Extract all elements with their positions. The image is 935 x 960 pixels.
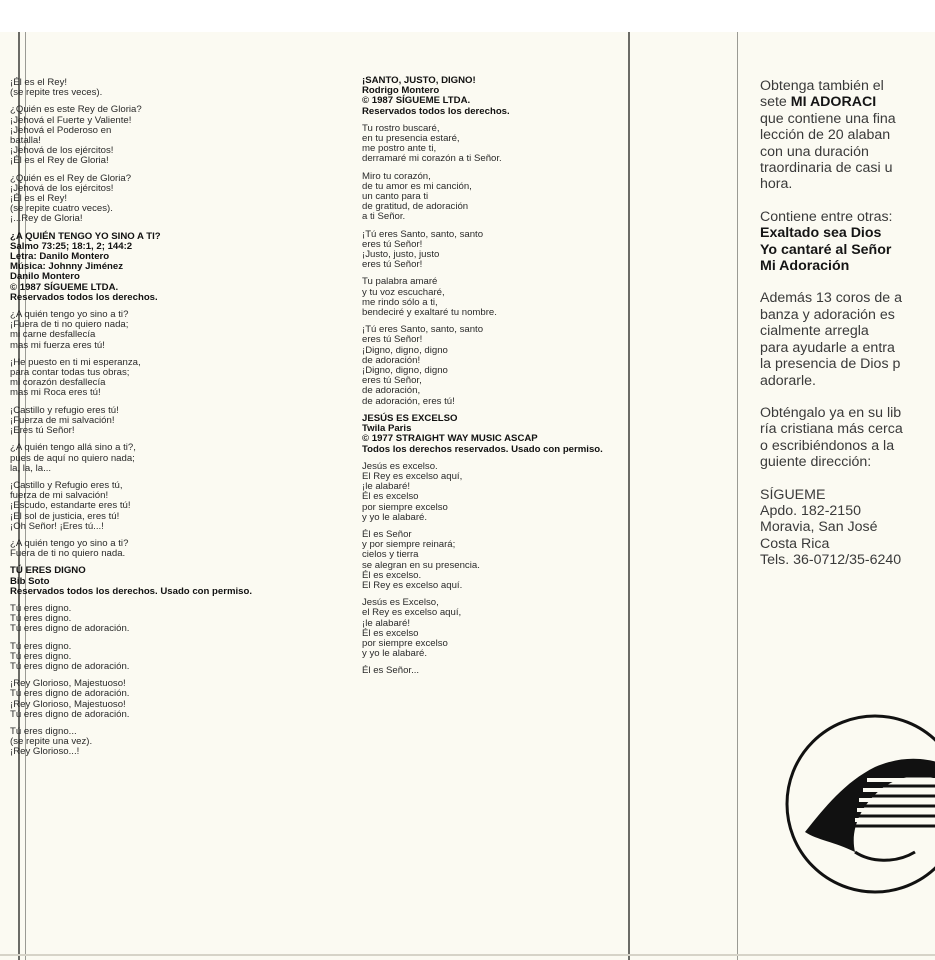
stanza bbox=[10, 443, 310, 474]
lyric-line: ¿A quién tengo allá sino a ti?, bbox=[10, 442, 136, 454]
lyric-line: Él es Señor... bbox=[362, 665, 420, 677]
promo-line bbox=[760, 94, 935, 110]
promo-line: Además 13 coros de a bbox=[760, 290, 902, 307]
stanza bbox=[10, 358, 310, 399]
lyric-line: Tú eres digno. bbox=[10, 602, 72, 614]
lyric-line: ¡Jehová de los ejércitos! bbox=[10, 145, 114, 157]
promo-block bbox=[760, 405, 935, 471]
lyrics-panel-left bbox=[10, 78, 310, 765]
lyric-line: eres tú Señor, bbox=[362, 375, 422, 387]
lyric-line: eres tú Señor! bbox=[362, 238, 423, 250]
song-credit-line: Reservados todos los derechos. bbox=[10, 291, 158, 303]
lyric-line: mi corazón desfallecía bbox=[10, 377, 106, 389]
lyric-line: ¿A quién tengo yo sino a ti? bbox=[10, 309, 129, 321]
lyric-line: Tú eres digno de adoración. bbox=[10, 708, 130, 720]
song-credit-line: © 1987 SÍGUEME LTDA. bbox=[362, 95, 471, 107]
lyric-line: ¿A quién tengo yo sino a ti? bbox=[10, 537, 129, 549]
lyric-line: Jesús es Excelso, bbox=[362, 597, 439, 609]
promo-block bbox=[760, 78, 935, 193]
lyric-line: me postro ante ti, bbox=[362, 143, 437, 155]
stanza bbox=[10, 727, 310, 758]
promo-line: Obtenga también el bbox=[760, 78, 884, 94]
lyric-line: de adoración, bbox=[362, 385, 421, 397]
featured-song-title: Yo cantaré al Señor bbox=[760, 241, 892, 258]
promo-line: Costa Rica bbox=[760, 535, 830, 552]
lyric-line: ¡Fuera de ti no quiero nada; bbox=[10, 319, 129, 331]
promo-line: que contiene una fina bbox=[760, 110, 896, 127]
lyric-line: ¡Él es el Rey de Gloria! bbox=[10, 155, 109, 167]
song-credit-line: Bib Soto bbox=[10, 575, 50, 587]
lyric-line: ¡Él es el Rey! bbox=[10, 77, 68, 88]
stanza bbox=[362, 414, 662, 455]
stanza bbox=[10, 232, 310, 303]
lyric-line: ¡le alabaré! bbox=[362, 481, 410, 493]
lyric-line: y yo le alabaré. bbox=[362, 511, 428, 523]
promo-line: Apdo. 182-2150 bbox=[760, 502, 861, 519]
stanza bbox=[10, 679, 310, 720]
lyric-line: pues de aquí no quiero nada; bbox=[10, 452, 135, 464]
fold-line-right bbox=[737, 32, 738, 960]
lyric-line: y tu voz escucharé, bbox=[362, 286, 445, 298]
stanza bbox=[10, 481, 310, 532]
lyric-line: bendeciré y exaltaré tu nombre. bbox=[362, 307, 497, 319]
lyric-line: ¡Justo, justo, justo bbox=[362, 249, 440, 261]
dove-piano-keys-icon bbox=[775, 712, 935, 897]
promo-line: traordinaria de casi u bbox=[760, 160, 893, 177]
promo-line: o escribiéndonos a la bbox=[760, 437, 895, 454]
promo-line: la presencia de Dios p bbox=[760, 356, 901, 373]
lyric-line: me rindo sólo a ti, bbox=[362, 296, 438, 308]
lyric-line: en tu presencia estaré, bbox=[362, 133, 460, 145]
song-credit-line: © 1987 SÍGUEME LTDA. bbox=[10, 281, 119, 293]
lyric-line: Tú eres digno de adoración. bbox=[10, 623, 130, 635]
lyric-line: por siempre excelso bbox=[362, 637, 448, 649]
lyric-line: ¡Tú eres Santo, santo, santo bbox=[362, 324, 484, 336]
lyric-line: ¡Jehová el Poderoso en bbox=[10, 124, 112, 136]
lyric-line: fuerza de mi salvación! bbox=[10, 490, 109, 502]
promo-line: Contiene entre otras: bbox=[760, 208, 893, 225]
promo-line: adorarle. bbox=[760, 372, 816, 389]
lyric-line: mas mi fuerza eres tú! bbox=[10, 339, 105, 351]
stanza bbox=[362, 598, 662, 659]
song-credit-line: Danilo Montero bbox=[10, 271, 80, 283]
lyric-line: y por siempre reinará; bbox=[362, 539, 456, 551]
lyric-line: ¡Tú eres Santo, santo, santo bbox=[362, 228, 484, 240]
promo-line: SÍGUEME bbox=[760, 486, 826, 503]
lyric-line: eres tú Señor! bbox=[362, 334, 423, 346]
lyric-line: ¡El sol de justicia, eres tú! bbox=[10, 510, 120, 522]
cassette-title: MI ADORACI bbox=[790, 94, 877, 111]
lyric-line: Tú eres digno. bbox=[10, 650, 72, 662]
lyric-line: ¡Jehová el Fuerte y Valiente! bbox=[10, 114, 132, 126]
lyric-line: ¿Quién es el Rey de Gloria? bbox=[10, 172, 132, 184]
stanza bbox=[362, 76, 662, 117]
lyric-line: ¡Rey Glorioso, Majestuoso! bbox=[10, 678, 126, 690]
promo-line: ría cristiana más cerca bbox=[760, 421, 903, 438]
lyric-line: derramaré mi corazón a ti Señor. bbox=[362, 153, 502, 165]
stanza bbox=[10, 105, 310, 166]
song-credit-line: ¿A QUIÉN TENGO YO SINO A TI? bbox=[10, 230, 161, 242]
lyric-line: ¡He puesto en ti mi esperanza, bbox=[10, 356, 141, 368]
song-credit-line: Twila Paris bbox=[362, 423, 412, 435]
lyric-line: ¡Castillo y Refugio eres tú, bbox=[10, 479, 123, 491]
sheet-bottom-edge bbox=[0, 954, 935, 956]
lyric-line: batalla! bbox=[10, 135, 41, 147]
lyric-line: ¡Digno, digno, digno bbox=[362, 344, 448, 356]
song-credit-line: Reservados todos los derechos. bbox=[362, 105, 510, 117]
stanza bbox=[362, 277, 662, 318]
song-credit-line: Rodrigo Montero bbox=[362, 85, 440, 97]
stanza bbox=[10, 642, 310, 673]
promo-block bbox=[760, 209, 935, 275]
song-credit-line: © 1977 STRAIGHT WAY MUSIC ASCAP bbox=[362, 433, 538, 445]
lyric-line: Fuera de ti no quiero nada. bbox=[10, 548, 126, 560]
lyric-line: (se repite tres veces). bbox=[10, 87, 103, 99]
lyric-line: y yo le alabaré. bbox=[362, 648, 428, 660]
lyric-line: (se repite una vez). bbox=[10, 736, 93, 748]
lyric-line: Tú eres digno... bbox=[10, 725, 77, 737]
lyric-line: Él es excelso bbox=[362, 491, 419, 503]
lyric-line: El Rey es excelso aquí, bbox=[362, 470, 463, 482]
stanza bbox=[10, 78, 310, 98]
stanza bbox=[362, 124, 662, 165]
lyric-line: la, la, la... bbox=[10, 462, 52, 474]
stanza bbox=[362, 462, 662, 523]
promo-line: Obténgalo ya en su lib bbox=[760, 404, 902, 421]
promo-line: Moravia, San José bbox=[760, 519, 878, 536]
lyric-line: Tú eres digno de adoración. bbox=[10, 688, 130, 700]
song-credit-line: Reservados todos los derechos. Usado con permiso. bbox=[10, 585, 253, 597]
lyric-line: Jesús es excelso. bbox=[362, 460, 438, 472]
lyric-line: eres tú Señor! bbox=[362, 259, 423, 271]
promo-block bbox=[760, 487, 935, 569]
lyric-line: ¡Escudo, estandarte eres tú! bbox=[10, 500, 131, 512]
lyric-line: Tu rostro buscaré, bbox=[362, 122, 440, 134]
promo-panel bbox=[760, 78, 935, 585]
stanza bbox=[10, 604, 310, 635]
lyric-line: ¡Digno, digno, digno bbox=[362, 365, 448, 377]
promo-line: con una duración bbox=[760, 143, 869, 160]
promo-line: Tels. 36-0712/35-6240 bbox=[760, 552, 902, 569]
promo-line: lección de 20 alaban bbox=[760, 127, 891, 144]
lyric-line: cielos y tierra bbox=[362, 549, 419, 561]
stanza bbox=[362, 230, 662, 271]
promo-line-part: sete bbox=[760, 94, 791, 111]
lyric-line: ¡Él es el Rey! bbox=[10, 193, 68, 205]
featured-song-title: Mi Adoración bbox=[760, 258, 850, 275]
lyric-line: ¡Oh Señor! ¡Eres tú...! bbox=[10, 520, 104, 532]
lyrics-panel-middle bbox=[362, 76, 662, 684]
song-credit-line: TÚ ERES DIGNO bbox=[10, 565, 86, 577]
promo-line: banza y adoración es bbox=[760, 306, 895, 323]
lyric-line: para contar todas tus obras; bbox=[10, 367, 130, 379]
lyric-line: ¡...Rey de Gloria! bbox=[10, 213, 83, 225]
lyric-line: de adoración! bbox=[362, 354, 421, 366]
lyric-line: Él es excelso bbox=[362, 627, 419, 639]
lyric-line: Miro tu corazón, bbox=[362, 170, 431, 182]
lyric-line: Él es Señor bbox=[362, 528, 412, 540]
lyric-line: Tu palabra amaré bbox=[362, 276, 438, 288]
lyric-line: ¡Castillo y refugio eres tú! bbox=[10, 404, 119, 416]
lyric-line: Tú eres digno. bbox=[10, 613, 72, 625]
lyric-line: ¡Rey Glorioso, Majestuoso! bbox=[10, 698, 126, 710]
stanza bbox=[10, 566, 310, 597]
lyric-line: mas mi Roca eres tú! bbox=[10, 387, 101, 399]
lyric-line: ¡le alabaré! bbox=[362, 617, 410, 629]
stanza bbox=[362, 172, 662, 223]
song-credit-line: JESÚS ES EXCELSO bbox=[362, 412, 458, 424]
song-credit-line: Música: Johnny Jiménez bbox=[10, 261, 124, 273]
lyric-line: ¡Jehová de los ejércitos! bbox=[10, 182, 114, 194]
lyric-line: Tú eres digno de adoración. bbox=[10, 660, 130, 672]
stanza bbox=[362, 666, 662, 676]
stanza bbox=[10, 310, 310, 351]
stanza bbox=[10, 174, 310, 225]
lyric-line: ¡Eres tú Señor! bbox=[10, 425, 75, 437]
featured-song-title: Exaltado sea Dios bbox=[760, 225, 882, 242]
promo-line: cialmente arregla bbox=[760, 323, 869, 340]
lyric-line: ¡Rey Glorioso...! bbox=[10, 746, 80, 758]
stanza bbox=[10, 539, 310, 559]
lyric-line: por siempre excelso bbox=[362, 501, 448, 513]
lyric-line: (se repite cuatro veces). bbox=[10, 203, 113, 215]
lyric-line: de gratitud, de adoración bbox=[362, 201, 469, 213]
lyric-line: mi carne desfallecía bbox=[10, 329, 96, 341]
lyric-line: Él es excelso. bbox=[362, 569, 422, 581]
lyric-line: Tú eres digno. bbox=[10, 640, 72, 652]
song-credit-line: Todos los derechos reservados. Usado con permiso. bbox=[362, 443, 603, 455]
stanza bbox=[362, 325, 662, 407]
lyric-line: se alegran en su presencia. bbox=[362, 559, 480, 571]
promo-line: guiente dirección: bbox=[760, 454, 872, 471]
stanza bbox=[362, 530, 662, 591]
lyric-line: un canto para ti bbox=[362, 191, 429, 203]
stanza bbox=[10, 406, 310, 437]
lyric-line: de adoración, eres tú! bbox=[362, 395, 455, 407]
promo-line: para ayudarle a entra bbox=[760, 339, 895, 356]
lyric-line: el Rey es excelso aquí, bbox=[362, 607, 462, 619]
lyric-line: ¡Fuerza de mi salvación! bbox=[10, 414, 115, 426]
song-credit-line: Letra: Danilo Montero bbox=[10, 251, 110, 263]
lyric-line: de tu amor es mi canción, bbox=[362, 180, 472, 192]
song-credit-line: ¡SANTO, JUSTO, DIGNO! bbox=[362, 75, 476, 86]
lyric-line: El Rey es excelso aquí. bbox=[362, 579, 463, 591]
promo-line: hora. bbox=[760, 176, 793, 193]
promo-block bbox=[760, 290, 935, 388]
lyric-line: a ti Señor. bbox=[362, 211, 406, 223]
song-credit-line: Salmo 73:25; 18:1, 2; 144:2 bbox=[10, 240, 133, 252]
lyric-line: ¿Quién es este Rey de Gloria? bbox=[10, 104, 142, 116]
